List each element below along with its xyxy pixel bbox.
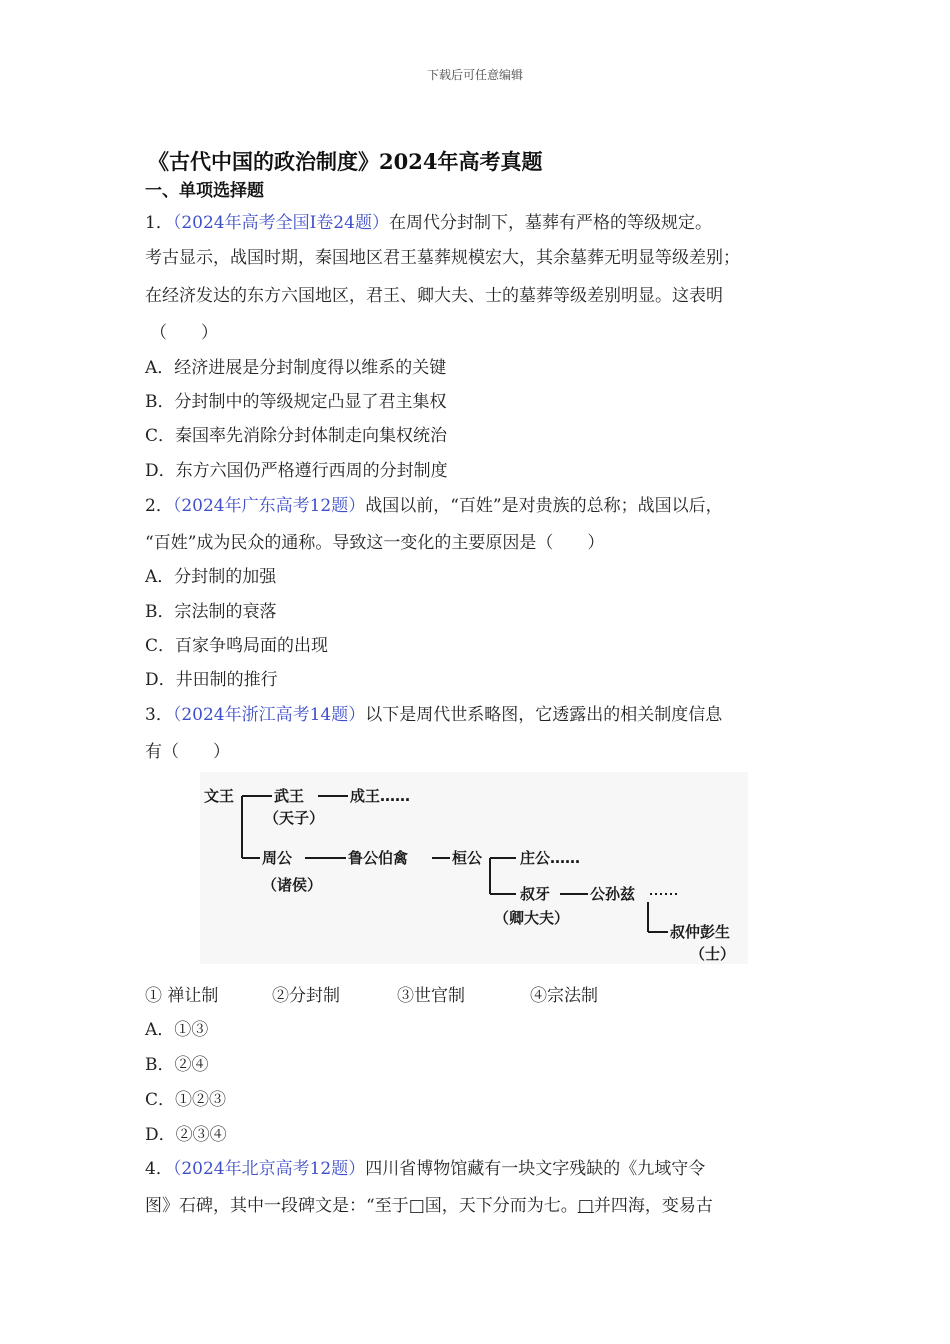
q1-option-a: A．经济进展是分封制度得以维系的关键: [145, 358, 447, 378]
label-shi: （士）: [690, 945, 736, 963]
q3-choice-2: ②分封制: [272, 986, 340, 1006]
q4-source: （2024年北京高考12题）: [172, 1159, 366, 1179]
q2-source: （2024年广东高考12题）: [172, 496, 366, 516]
q3-option-b: B．②④: [145, 1055, 209, 1075]
q4-stem-1: 四川省博物馆藏有一块文字残缺的《九域守令: [365, 1159, 706, 1179]
q3-source: （2024年浙江高考14题）: [172, 705, 366, 725]
q4-line-1: [145, 1158, 705, 1180]
q2-option-d: D．井田制的推行: [145, 670, 278, 690]
q4-number: 4．: [145, 1159, 173, 1179]
q2-option-a: A．分封制的加强: [145, 567, 277, 587]
q3-option-d: D．②③④: [145, 1125, 227, 1145]
q1-stem-1: 在周代分封制下，墓葬有严格的等级规定。: [388, 213, 712, 233]
label-huangong: 桓公: [452, 849, 483, 867]
q4-stem-2a: 图》石碑，其中一段碑文是：“至于□国，天下分而为七。: [145, 1196, 578, 1216]
label-gongsunzi: 公孙兹: [590, 885, 636, 903]
q2-option-b: B．宗法制的衰落: [145, 602, 277, 622]
q1-option-b: B．分封制中的等级规定凸显了君主集权: [145, 392, 447, 412]
q1-option-c: C．秦国率先消除分封体制走向集权统治: [145, 426, 448, 446]
q1-line-1: [145, 212, 712, 234]
q1-number: 1．: [145, 213, 173, 233]
q3-number: 3．: [145, 705, 173, 725]
label-shuzhong: 叔仲彭生: [670, 923, 731, 941]
label-shuya: 叔牙: [520, 885, 551, 903]
q4-stem-2b: □: [577, 1196, 594, 1216]
label-zhougong: 周公: [262, 849, 293, 867]
label-chengwang: 成王……: [350, 787, 411, 805]
q3-option-c: C．①②③: [145, 1090, 227, 1110]
header-note: 下载后可任意编辑: [426, 68, 523, 82]
q3-option-a: A．①③: [145, 1020, 209, 1040]
label-tianzi: （天子）: [264, 809, 325, 827]
q3-stem-1: 以下是周代世系略图，它透露出的相关制度信息: [365, 705, 723, 725]
label-lugong: 鲁公伯禽: [348, 849, 409, 867]
q1-stem-4: （ ）: [150, 323, 218, 343]
q1-option-d: D．东方六国仍严格遵行西周的分封制度: [145, 461, 448, 481]
q3-choice-4: ④宗法制: [530, 986, 598, 1006]
q2-number: 2．: [145, 496, 173, 516]
label-wenwang: 文王: [204, 787, 235, 805]
q3-line-1: [145, 704, 722, 726]
label-qingdafu: （卿大夫）: [494, 909, 570, 927]
q1-source: （2024年高考全国Ⅰ卷24题）: [172, 213, 389, 233]
q4-stem-2c: 并四海，变易古: [593, 1196, 713, 1216]
q2-stem-2: “百姓”成为民众的通称。导致这一变化的主要原因是（ ）: [145, 533, 605, 553]
q2-stem-1: 战国以前，“百姓”是对贵族的总称；战国以后，: [365, 496, 723, 516]
q2-line-1: [145, 495, 723, 517]
label-wuwang: 武王: [274, 787, 305, 805]
q4-line-2: [145, 1195, 713, 1217]
q3-choice-1: ① 禅让制: [145, 986, 219, 1006]
q3-stem-2: 有（ ）: [145, 742, 230, 762]
q1-stem-3: 在经济发达的东方六国地区，君王、卿大夫、士的墓葬等级差别明显。这表明: [145, 286, 723, 306]
label-zhuhou: （诸侯）: [262, 876, 323, 894]
q3-choices: [145, 985, 598, 1007]
q2-option-c: C．百家争鸣局面的出现: [145, 636, 329, 656]
section-heading: 一、单项选择题: [145, 181, 264, 201]
q1-stem-2: 考古显示，战国时期，秦国地区君王墓葬规模宏大，其余墓葬无明显等级差别；: [145, 248, 740, 268]
q3-choice-3: ③世官制: [397, 986, 465, 1006]
document-title: 《古代中国的政治制度》2024年高考真题: [148, 149, 543, 174]
label-zhuanggong: 庄公……: [520, 849, 581, 867]
genealogy-diagram: [200, 772, 748, 964]
